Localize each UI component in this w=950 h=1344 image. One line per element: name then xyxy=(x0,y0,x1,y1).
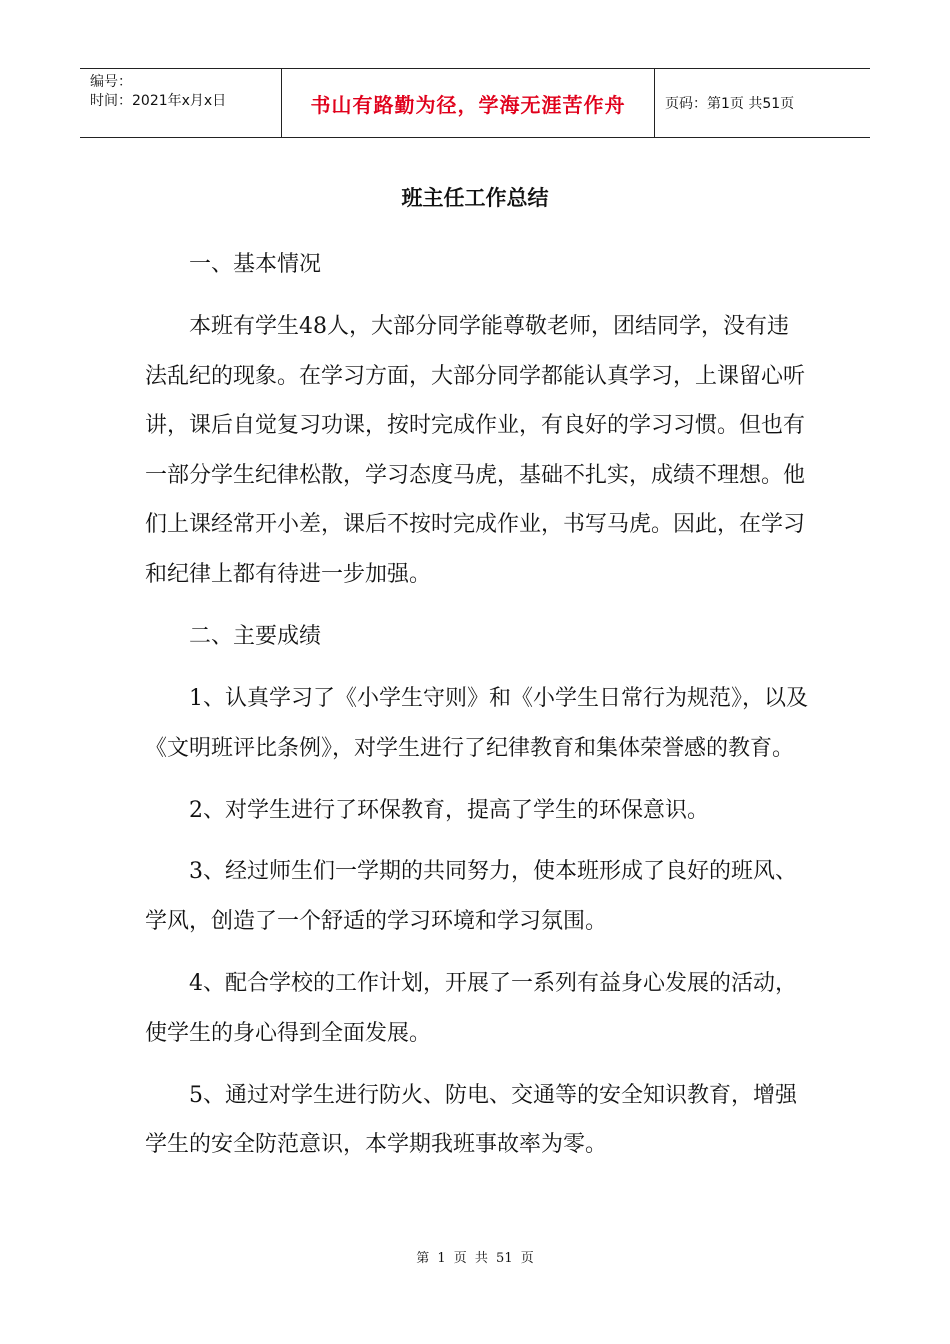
achievement-item-3: 3、经过师生们一学期的共同努力，使本班形成了良好的班风、学风，创造了一个舒适的学习环境和学习氛围。 xyxy=(145,859,797,935)
number-label: 编号： xyxy=(90,74,132,90)
achievement-item-5: 5、通过对学生进行防火、防电、交通等的安全知识教育，增强学生的安全防范意识，本学期我班事故率为零。 xyxy=(145,1082,797,1158)
document-body xyxy=(145,240,810,1182)
section-heading-basic: 一、基本情况 xyxy=(189,252,322,277)
header-page-info: 页码：第1页 共51页 xyxy=(665,96,795,112)
paragraph-basic: 本班有学生48人，大部分同学能尊敬老师，团结同学，没有违法乱纪的现象。在学习方面，大部分同学都能认真学习，上课留心听讲，课后自觉复习功课，按时完成作业，有良好的学习习惯。但也有一部分学生纪律松散，学习态度马虎，基础不扎实，成绩不理想。他们上课经常开小差，课后不按时完成作业，书写马虎。因此，在学习和纪律上都有待进一步加强。 xyxy=(145,313,806,587)
document-header xyxy=(80,68,870,138)
achievement-item-2: 2、对学生进行了环保教育，提高了学生的环保意识。 xyxy=(189,797,709,823)
header-motto-cell xyxy=(282,69,655,137)
document-title: 班主任工作总结 xyxy=(401,186,549,210)
achievement-item-4: 4、配合学校的工作计划，开展了一系列有益身心发展的活动，使学生的身心得到全面发展。 xyxy=(145,971,797,1046)
date-label: 时间：2021年x月x日 xyxy=(90,93,227,109)
header-meta xyxy=(80,69,282,137)
motto-text: 书山有路勤为径，学海无涯苦作舟 xyxy=(310,92,626,117)
achievement-item-1: 1、认真学习了《小学生守则》和《小学生日常行为规范》，以及《文明班评比条例》，对学生进行了纪律教育和集体荣誉感的教育。 xyxy=(145,685,808,761)
section-heading-achievements: 二、主要成绩 xyxy=(189,623,322,649)
page-footer: 第 1 页 共 51 页 xyxy=(416,1251,534,1266)
